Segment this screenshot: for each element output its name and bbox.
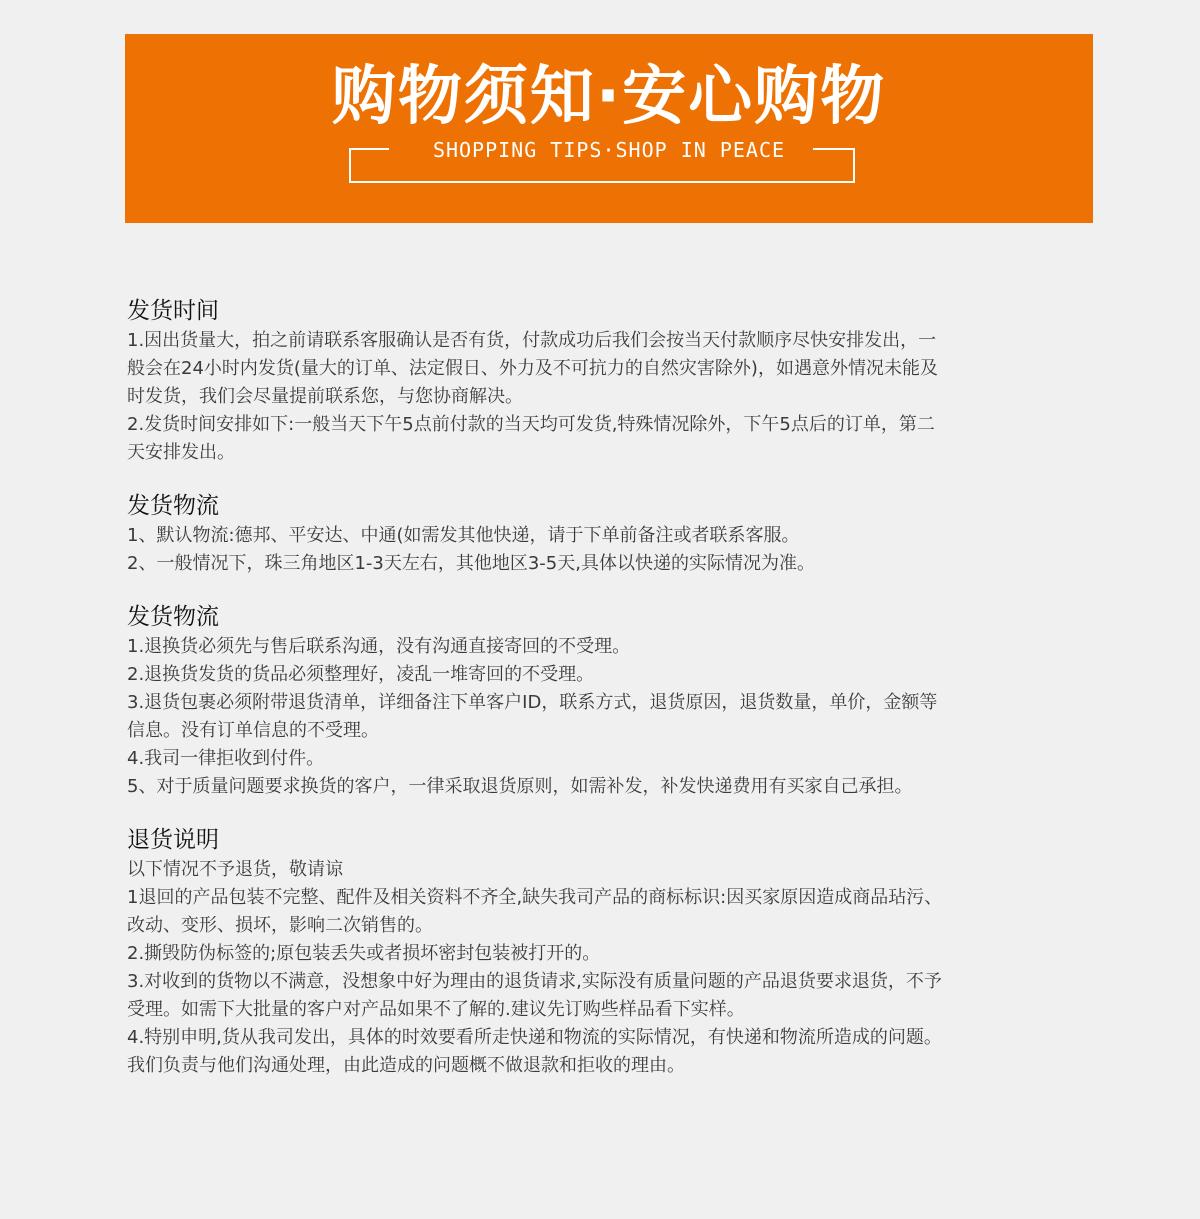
section-return-exchange: [127, 602, 1092, 801]
section-line: 1.因出货量大，拍之前请联系客服确认是否有货，付款成功后我们会按当天付款顺序尽快安排发出，一: [127, 330, 937, 351]
section-line: 1、默认物流:德邦、平安达、中通(如需发其他快递，请于下单前备注或者联系客服。: [127, 525, 800, 546]
section-line: 受理。如需下大批量的客户对产品如果不了解的.建议先订购些样品看下实样。: [127, 999, 745, 1020]
section-return-policy: [127, 825, 1092, 1080]
section-line: 2.退换货发货的货品必须整理好，凌乱一堆寄回的不受理。: [127, 664, 595, 685]
section-line: 5、对于质量问题要求换货的客户，一律采取退货原则，如需补发，补发快递费用有买家自己承担。: [127, 776, 913, 797]
section-line: 2.发货时间安排如下:一般当天下午5点前付款的当天均可发货,特殊情况除外，下午5点后的订单，第二: [127, 414, 935, 435]
section-shipping-time: [127, 296, 1092, 467]
section-line: 时发货，我们会尽量提前联系您，与您协商解决。: [127, 386, 523, 407]
banner-title: 购物须知·安心购物: [331, 60, 887, 134]
section-line: 以下情况不予退货，敬请谅: [127, 859, 343, 880]
section-line: 2.撕毁防伪标签的;原包装丢失或者损坏密封包装被打开的。: [127, 943, 601, 964]
section-line: 我们负责与他们沟通处理，由此造成的问题概不做退款和拒收的理由。: [127, 1055, 685, 1076]
section-line: 改动、变形、损坏，影响二次销售的。: [127, 915, 433, 936]
section-line: 2、一般情况下，珠三角地区1-3天左右，其他地区3-5天,具体以快递的实际情况为准。: [127, 553, 815, 574]
section-line: 1退回的产品包装不完整、配件及相关资料不齐全,缺失我司产品的商标标识:因买家原因造成商品玷污、: [127, 887, 943, 908]
section-line: 1.退换货必须先与售后联系沟通，没有沟通直接寄回的不受理。: [127, 636, 631, 657]
section-line: 4.我司一律拒收到付件。: [127, 748, 325, 769]
section-line: 信息。没有订单信息的不受理。: [127, 720, 379, 741]
section-line: 3.对收到的货物以不满意，没想象中好为理由的退货请求,实际没有质量问题的产品退货要求退货，不予: [127, 971, 942, 992]
section-line: 天安排发出。: [127, 442, 235, 463]
section-line: 般会在24小时内发货(量大的订单、法定假日、外力及不可抗力的自然灾害除外)，如遇意外情况未能及: [127, 358, 938, 379]
section-title: 发货时间: [127, 298, 219, 324]
section-title: 退货说明: [127, 827, 219, 853]
section-title: 发货物流: [127, 604, 219, 630]
section-line: 4.特别申明,货从我司发出，具体的时效要看所走快递和物流的实际情况，有快递和物流所造成的问题。: [127, 1027, 942, 1048]
section-line: 3.退货包裹必须附带退货清单，详细备注下单客户ID，联系方式，退货原因，退货数量，单价，金额等: [127, 692, 938, 713]
shopping-tips-content: [127, 296, 1092, 1104]
section-title: 发货物流: [127, 493, 219, 519]
section-shipping-logistics: [127, 491, 1092, 578]
header-banner: [125, 34, 1093, 223]
banner-subtitle: SHOPPING TIPS·SHOP IN PEACE: [432, 138, 786, 162]
